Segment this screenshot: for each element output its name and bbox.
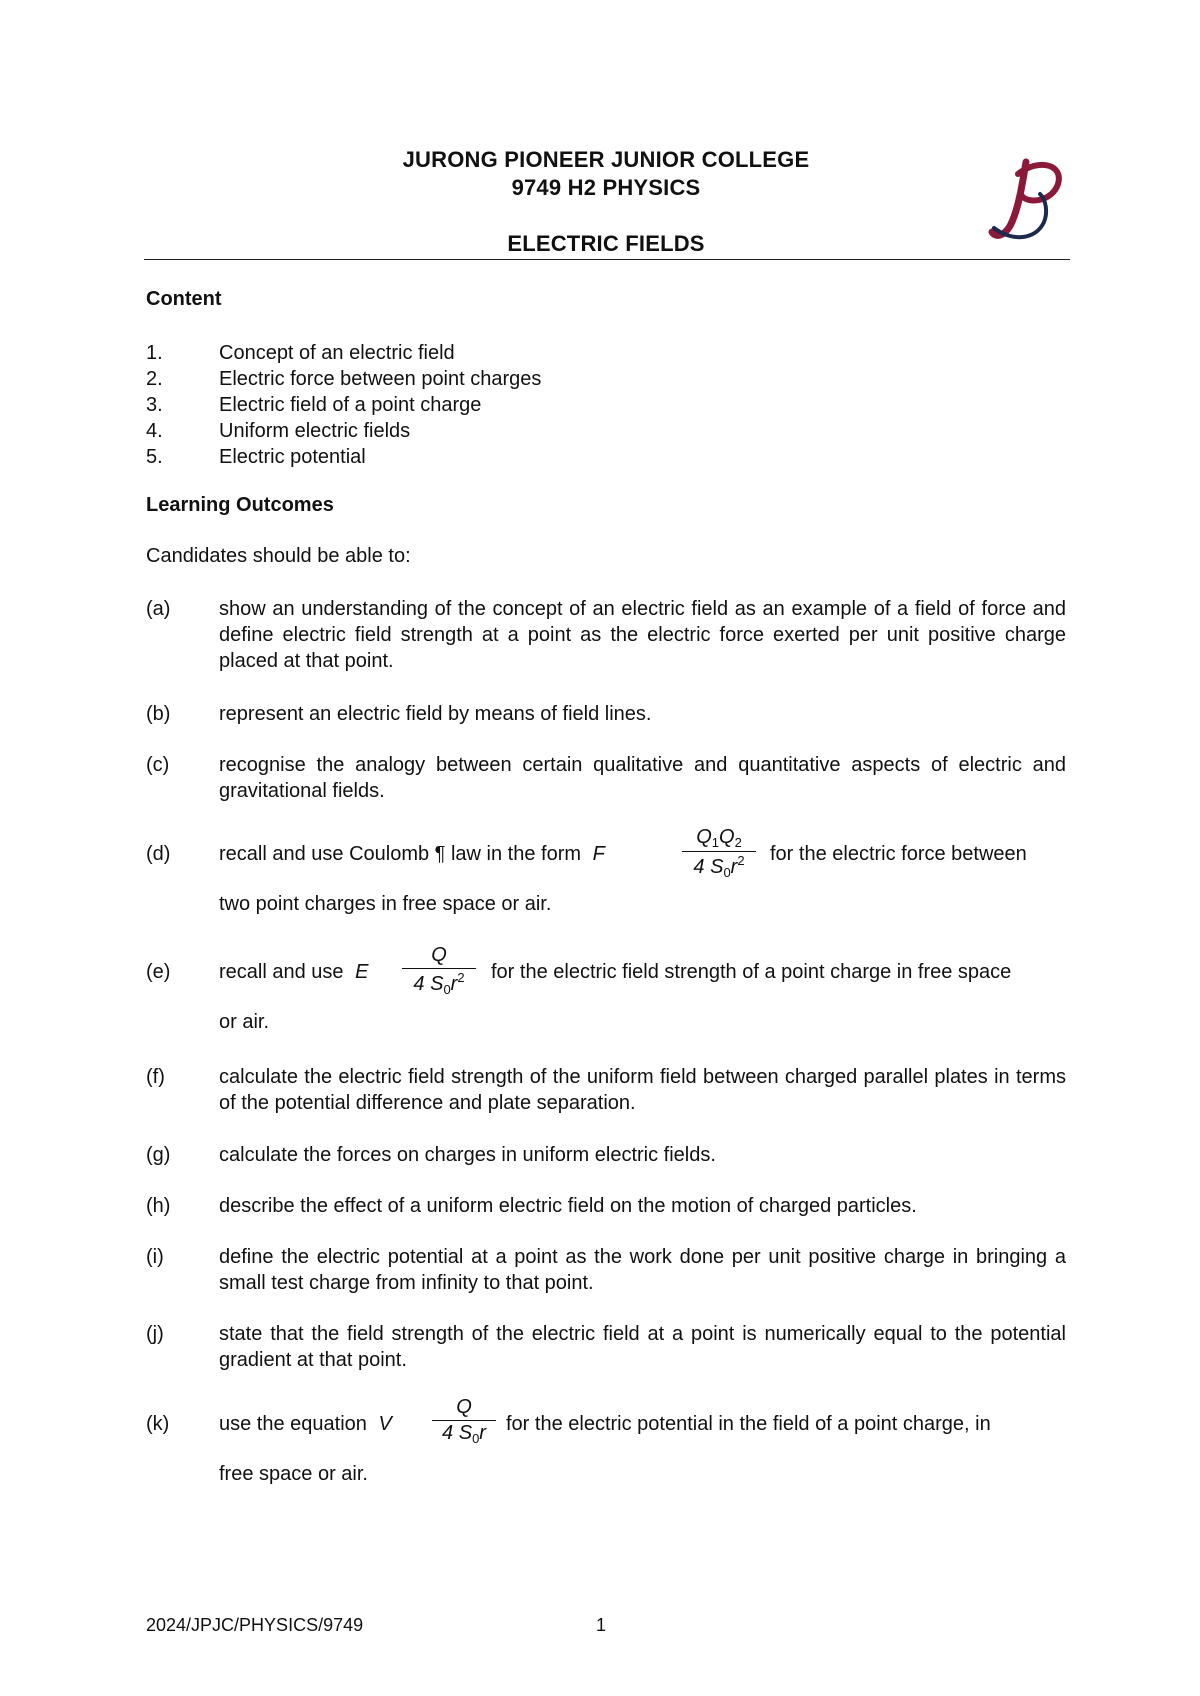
outcome-g	[146, 1142, 1066, 1168]
potential-symbol: V	[378, 1413, 392, 1435]
content-heading: Content	[146, 288, 222, 310]
fraction-denominator: 4 $S_0r$	[442, 1422, 486, 1446]
list-item-number: 4.	[146, 420, 163, 442]
field-fraction	[402, 944, 476, 997]
outcome-label: (j)	[146, 1323, 164, 1345]
fraction-bar	[682, 851, 756, 852]
list-item	[146, 392, 1046, 418]
potential-fraction	[432, 1396, 496, 1446]
jp-logo-icon	[988, 156, 1068, 246]
list-item-text: Electric field of a point charge	[219, 394, 482, 416]
outcome-label: (k)	[146, 1413, 170, 1435]
outcome-i	[146, 1244, 1066, 1296]
outcome-text: show an understanding of the concept of an electric field as an example of a field of force and define electric field strength at a point as the electric force exerted per unit positive charge placed at that point.	[219, 598, 1066, 672]
list-item	[146, 418, 1046, 444]
outcome-label: (a)	[146, 598, 171, 620]
coulomb-fraction	[682, 826, 756, 880]
list-item	[146, 366, 1046, 392]
course-code: 9749 H2 PHYSICS	[511, 175, 701, 200]
outcome-label: (d)	[146, 843, 171, 865]
outcome-text-wrap: or air.	[219, 1011, 270, 1033]
outcome-f	[146, 1064, 1066, 1116]
fraction-numerator: $Q_1Q_2$	[696, 826, 742, 850]
outcome-a	[146, 596, 1066, 674]
fraction-denominator: 4 $S_0r^2$	[413, 970, 465, 997]
outcome-text: recognise the analogy between certain qualitative and quantitative aspects of electric and gravitational fields.	[219, 754, 1066, 802]
learning-outcomes-heading: Learning Outcomes	[146, 494, 334, 516]
list-item	[146, 444, 1046, 470]
outcome-text: state that the field strength of the electric field at a point is numerically equal to the potential gradient at that point.	[219, 1323, 1066, 1371]
list-item-text: Uniform electric fields	[219, 420, 411, 442]
outcome-text-wrap: free space or air.	[219, 1463, 368, 1485]
outcome-text: calculate the forces on charges in uniform electric fields.	[219, 1144, 716, 1166]
outcome-label: (b)	[146, 703, 171, 725]
fraction-bar	[432, 1420, 496, 1421]
fraction-numerator: Q	[431, 944, 447, 966]
list-item-number: 1.	[146, 342, 163, 364]
outcome-text: calculate the electric field strength of the uniform field between charged parallel plates in terms of the potential difference and plate separation.	[219, 1066, 1066, 1114]
outcome-label: (c)	[146, 754, 170, 776]
outcome-text-continued: for the electric force between	[770, 843, 1027, 865]
list-item-number: 2.	[146, 368, 163, 390]
outcome-text: recall and use Coulomb ¶ law in the form F	[219, 843, 605, 865]
list-item-text: Concept of an electric field	[219, 342, 455, 364]
outcome-text: define the electric potential at a point as the work done per unit positive charge in bringing a small test charge from infinity to that point.	[219, 1246, 1066, 1294]
list-item-text: Electric force between point charges	[219, 368, 542, 390]
outcome-e	[146, 944, 1066, 1044]
page-number: 1	[596, 1615, 607, 1635]
outcome-d	[146, 826, 1066, 926]
outcome-text: represent an electric field by means of field lines.	[219, 703, 652, 725]
force-symbol: F	[592, 843, 605, 865]
list-item-number: 3.	[146, 394, 163, 416]
outcome-text-continued: for the electric field strength of a point charge in free space	[491, 961, 1012, 983]
fraction-numerator: Q	[456, 1396, 472, 1418]
fraction-bar	[402, 968, 476, 969]
fraction-denominator: 4 $S_0r^2$	[693, 853, 745, 880]
outcome-b	[146, 701, 1066, 727]
outcome-label: (e)	[146, 961, 171, 983]
content-list	[146, 340, 1046, 470]
outcome-label: (f)	[146, 1066, 165, 1088]
outcome-text: recall and use E	[219, 961, 369, 983]
outcome-j	[146, 1321, 1066, 1373]
outcome-c	[146, 752, 1066, 804]
document-header	[146, 146, 1066, 258]
outcomes-intro: Candidates should be able to:	[146, 545, 411, 567]
outcome-label: (h)	[146, 1195, 171, 1217]
outcome-label: (g)	[146, 1144, 171, 1166]
outcome-text: describe the effect of a uniform electric field on the motion of charged particles.	[219, 1195, 917, 1217]
outcome-text-continued: for the electric potential in the field of a point charge, in	[506, 1413, 991, 1435]
field-symbol: E	[355, 961, 369, 983]
list-item-number: 5.	[146, 446, 163, 468]
outcome-text: use the equation V	[219, 1413, 392, 1435]
college-name: JURONG PIONEER JUNIOR COLLEGE	[402, 147, 810, 172]
outcome-k	[146, 1396, 1066, 1496]
footer-document-code: 2024/JPJC/PHYSICS/9749	[146, 1615, 364, 1635]
list-item	[146, 340, 1046, 366]
outcome-text-wrap: two point charges in free space or air.	[219, 893, 552, 915]
outcome-label: (i)	[146, 1246, 164, 1268]
document-title: ELECTRIC FIELDS	[507, 231, 705, 256]
outcome-h	[146, 1193, 1066, 1219]
list-item-text: Electric potential	[219, 446, 366, 468]
header-divider	[144, 259, 1070, 260]
